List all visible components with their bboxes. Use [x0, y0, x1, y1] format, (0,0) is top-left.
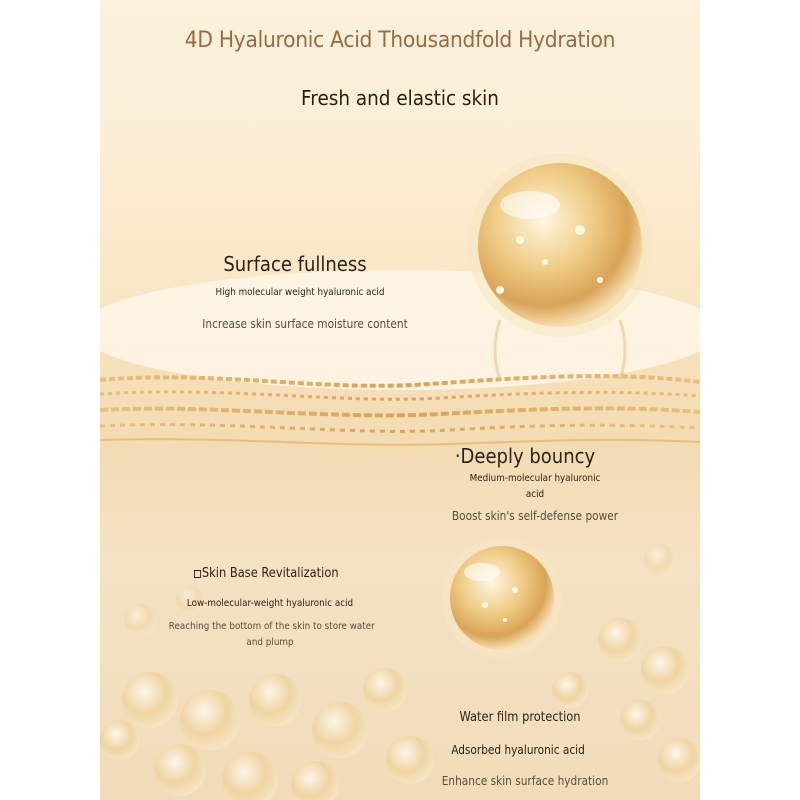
product-poster [100, 0, 700, 800]
bubble-field [100, 544, 700, 800]
section-heading-deeply-bouncy: ·Deeply bouncy [454, 444, 596, 468]
section-benefit-water-film: Enhance skin surface hydration [441, 774, 609, 788]
page-subtitle: Fresh and elastic skin [301, 86, 499, 110]
page-title: 4D Hyaluronic Acid Thousandfold Hydration [184, 28, 616, 53]
section-heading-water-film: Water film protection [459, 710, 581, 725]
section-molecule-medium-line2: acid [525, 489, 545, 500]
square-bullet-icon [194, 570, 201, 578]
section-benefit-surface: Increase skin surface moisture content [202, 317, 408, 331]
section-molecule-low: Low-molecular-weight hyaluronic acid [186, 598, 354, 609]
section-heading-skin-base [194, 566, 339, 581]
section-molecule-medium-line1: Medium-molecular hyaluronic [469, 473, 601, 484]
section-molecule-high: High molecular weight hyaluronic acid [215, 287, 385, 298]
hydration-wave-bands [100, 376, 700, 445]
medium-serum-bubble [442, 538, 562, 658]
section-molecule-adsorbed: Adsorbed hyaluronic acid [451, 743, 585, 757]
section-heading-skin-base-label: Skin Base Revitalization [201, 566, 339, 581]
section-benefit-bouncy: Boost skin's self-defense power [451, 509, 619, 523]
background-art [100, 0, 700, 800]
section-benefit-base-line1: Reaching the bottom of the skin to store water [168, 621, 375, 632]
section-heading-surface-fullness: Surface fullness [223, 252, 367, 276]
section-benefit-base-line2: and plump [246, 637, 294, 648]
